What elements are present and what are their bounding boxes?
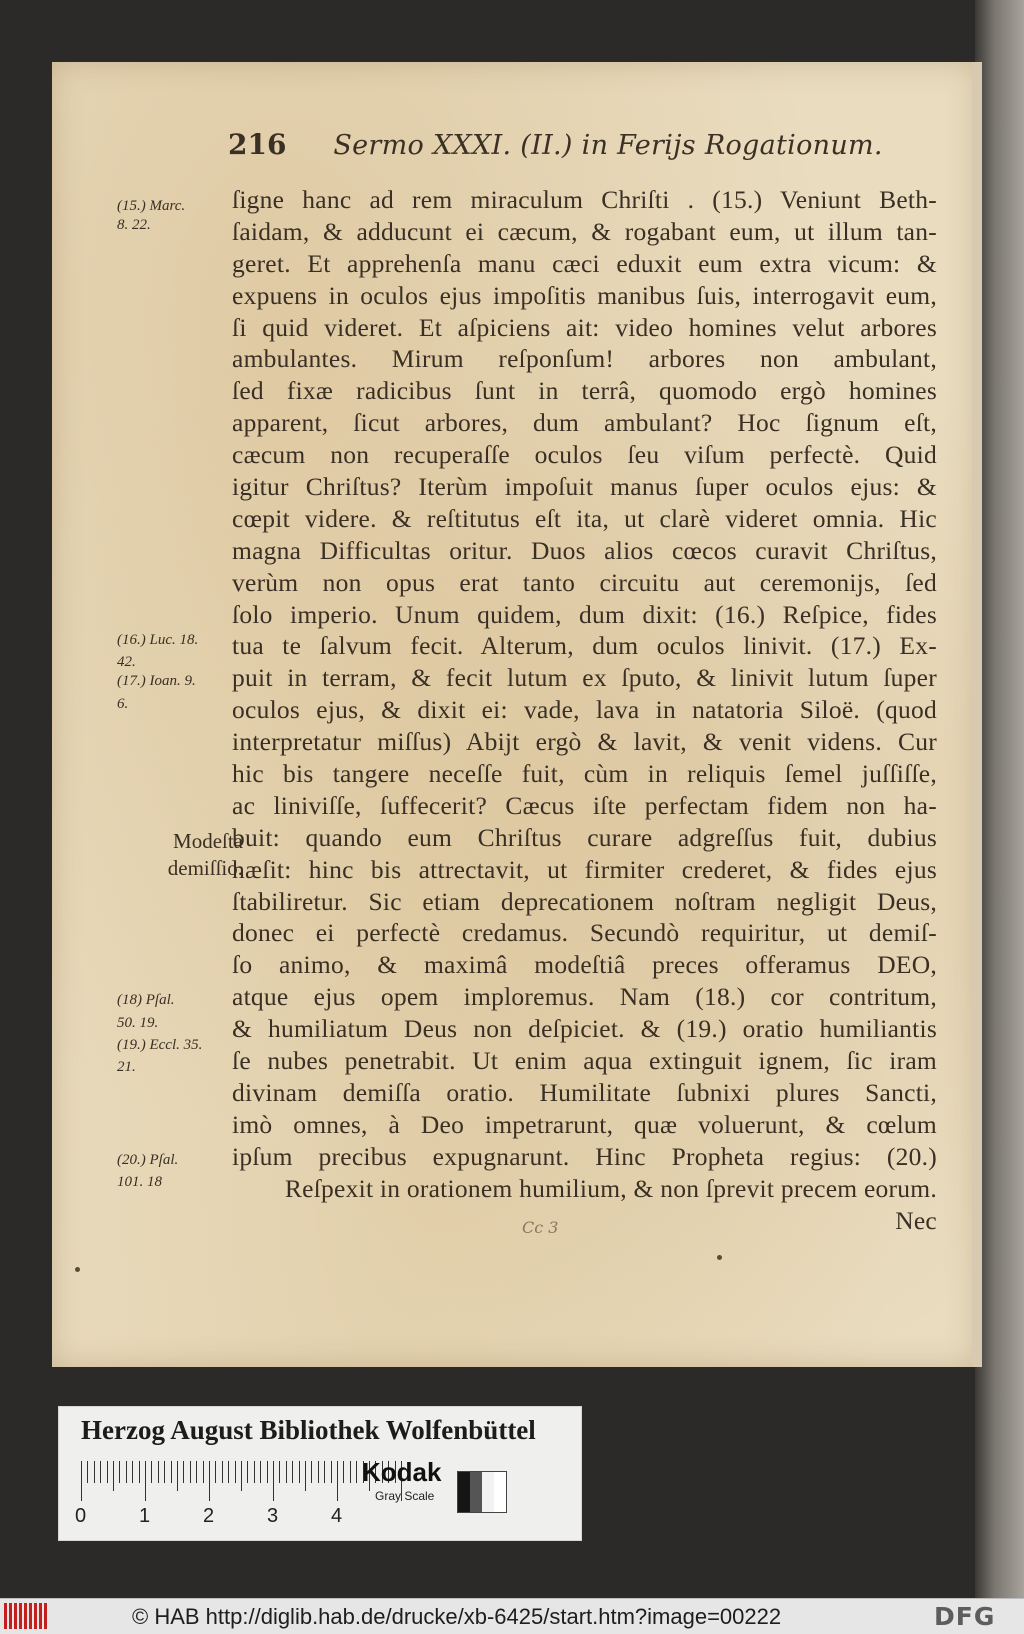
ruler-tick: [292, 1461, 293, 1483]
ruler-tick: [350, 1461, 351, 1483]
text-line: expuens in oculos ejus impoſitis manibus ſuis, interrogavit eum,: [232, 280, 937, 310]
side-heading-line2: demiſſio.: [167, 856, 243, 880]
barcode-bar: [9, 1603, 12, 1629]
ruler-tick: [215, 1461, 216, 1483]
ink-speck: [75, 1267, 80, 1272]
ruler-tick: [337, 1461, 338, 1501]
scale-numbers: [75, 1505, 405, 1529]
margin-note: (16.) Luc. 18.: [117, 631, 199, 648]
ruler-tick: [311, 1461, 312, 1483]
gray-scale-label: Gray Scale: [375, 1489, 435, 1503]
text-line: ſi quid videret. Et aſpiciens ait: video homines velut arbores: [232, 312, 937, 342]
running-head: [228, 128, 883, 172]
kodak-logo: Kodak: [362, 1457, 442, 1487]
scale-number: 2: [203, 1505, 215, 1527]
barcode-icon: [4, 1603, 48, 1629]
running-title: Sermo XXXI. (II.) in Ferijs Rogationum.: [333, 130, 883, 161]
ruler-tick: [145, 1461, 146, 1501]
ruler-tick: [139, 1461, 140, 1483]
ruler-tick: [94, 1461, 95, 1483]
barcode-bar: [29, 1603, 32, 1629]
ruler-tick: [299, 1461, 300, 1483]
scale-number: 1: [139, 1505, 151, 1527]
body-text: [232, 184, 937, 1236]
ruler-tick: [81, 1461, 82, 1501]
ruler-tick: [107, 1461, 108, 1483]
ruler-tick: [331, 1461, 332, 1483]
ruler-tick: [324, 1461, 325, 1483]
scale-ruler: [81, 1461, 399, 1505]
text-line: & humiliatum Deus non deſpiciet. & (19.) oratio humiliantis: [232, 1014, 937, 1044]
ruler-tick: [87, 1461, 88, 1483]
text-line: geret. Et apprehenſa manu cæci eduxit eum extra vicum: &: [232, 248, 937, 278]
text-line: ambulantes. Mirum reſponſum! arbores non ambulant,: [232, 344, 937, 374]
margin-note: 101. 18: [117, 1174, 162, 1191]
text-line: ſolo imperio. Unum quidem, dum dixit: (16.) Reſpice, fides: [232, 599, 937, 629]
text-line: igitur Chriſtus? Iterùm impoſuit manus ſuper oculos ejus: &: [232, 472, 937, 502]
text-line: ſe nubes penetrabit. Ut enim aqua extinguit ignem, ſic iram: [232, 1046, 937, 1076]
text-line: magna Difficultas oritur. Duos alios cœcos curavit Chriſtus,: [232, 535, 937, 565]
ruler-tick: [228, 1461, 229, 1483]
ruler-tick: [305, 1461, 306, 1491]
margin-note: 8. 22.: [117, 217, 151, 234]
text-line: ſigne hanc ad rem miraculum Chriſti . (15.) Veniunt Beth-: [232, 185, 937, 214]
text-line: tua te ſalvum fecit. Alterum, dum oculos linivit. (17.) Ex-: [232, 631, 937, 661]
dfg-logo: DFG: [934, 1602, 996, 1631]
ruler-tick: [183, 1461, 184, 1483]
ruler-tick: [260, 1461, 261, 1483]
barcode-bar: [34, 1603, 37, 1629]
margin-note: 21.: [117, 1059, 136, 1076]
ruler-tick: [247, 1461, 248, 1483]
margin-note: 42.: [117, 654, 136, 671]
text-line: atque ejus opem imploremus. Nam (18.) cor contritum,: [232, 982, 937, 1012]
scale-number: 4: [331, 1505, 343, 1527]
text-line: ſtabiliretur. Sic etiam deprecationem noſtram negligit Deus,: [232, 886, 937, 916]
ruler-tick: [151, 1461, 152, 1483]
footer-bar: [0, 1598, 1024, 1634]
margin-notes: [115, 0, 243, 1300]
side-heading: [133, 828, 243, 882]
ruler-tick: [100, 1461, 101, 1483]
ruler-tick: [273, 1461, 274, 1501]
margin-note: (15.) Marc.: [117, 198, 186, 214]
copyright-link[interactable]: © HAB http://diglib.hab.de/drucke/xb-6425/start.htm?image=00222: [132, 1604, 782, 1629]
text-line: cœpit videre. & reſtitutus eſt ita, ut clarè videret omnia. Hic: [232, 503, 937, 533]
signature-mark: Cc 3: [522, 1218, 559, 1237]
ruler-tick: [158, 1461, 159, 1483]
text-line: apparent, ſicut arbores, dum ambulant? Hoc ſignum eſt,: [232, 408, 937, 438]
page-edge: [972, 62, 982, 1367]
text-line: ac liniviſſe, ſuffecerit? Cæcus iſte perfectam fidem non ha-: [232, 790, 937, 820]
ruler-tick: [113, 1461, 114, 1491]
text-line: donec ei perfectè credamus. Secundò requiritur, ut demiſ-: [232, 918, 937, 948]
text-line: buit: quando eum Chriſtus curare adgreſſus fuit, dubius: [232, 822, 937, 852]
library-name: Herzog August Bibliothek Wolfenbüttel: [81, 1415, 536, 1445]
facing-page-edge: [975, 0, 1024, 1600]
catchword: Nec: [895, 1205, 937, 1235]
ruler-tick: [196, 1461, 197, 1483]
ruler-tick: [235, 1461, 236, 1483]
text-line: cæcum non recuperaſſe oculos ſeu viſum perfectè. Quid: [232, 440, 937, 470]
ruler-tick: [203, 1461, 204, 1483]
text-line: puit in terram, & fecit lutum ex ſputo, & linivit lutum ſuper: [232, 663, 937, 693]
text-line: ſaidam, & adducunt ei cæcum, & rogabant eum, ut illum tan-: [232, 216, 937, 246]
gray-patch: [457, 1471, 507, 1513]
margin-note: (17.) Ioan. 9.: [117, 673, 196, 690]
text-line: ipſum precibus expugnarunt. Hinc Propheta regius: (20.): [232, 1141, 937, 1171]
margin-note: 6.: [117, 695, 129, 712]
ruler-tick: [343, 1461, 344, 1483]
ruler-tick: [132, 1461, 133, 1483]
barcode-bar: [19, 1603, 22, 1629]
text-line: divinam demiſſa oratio. Humilitate ſubnixi plures Sancti,: [232, 1077, 937, 1107]
barcode-bar: [4, 1603, 7, 1629]
margin-note: (19.) Eccl. 35.: [117, 1036, 203, 1053]
margin-note: 50. 19.: [117, 1014, 159, 1031]
color-target-card: [58, 1406, 582, 1541]
barcode-bar: [39, 1603, 42, 1629]
text-line: hæſit: hinc bis attrectavit, ut firmiter crederet, & fides ejus: [232, 854, 937, 884]
ruler-tick: [254, 1461, 255, 1483]
text-line: Reſpexit in orationem humilium, & non ſprevit precem eorum.: [284, 1173, 937, 1203]
text-line: ſo animo, & maximâ modeſtiâ preces offeramus DEO,: [232, 950, 937, 980]
scale-number: 3: [267, 1505, 279, 1527]
text-line: hic bis tangere neceſſe fuit, cùm in reliquis ſemel juſſiſſe,: [232, 759, 937, 789]
ruler-tick: [126, 1461, 127, 1483]
scale-number: 0: [75, 1505, 87, 1527]
ruler-tick: [222, 1461, 223, 1483]
margin-note: (20.) Pſal.: [117, 1151, 179, 1168]
side-heading-line1: Modeſta: [173, 829, 243, 853]
barcode-bar: [44, 1603, 47, 1629]
ink-speck: [717, 1255, 722, 1260]
page-number: 216: [228, 128, 287, 161]
text-line: interpretatur miſſus) Abijt ergò & lavit, & venit videns. Cur: [232, 727, 937, 757]
ruler-tick: [209, 1461, 210, 1501]
ruler-tick: [279, 1461, 280, 1483]
text-line: oculos ejus, & dixit ei: vade, lava in natatoria Siloë. (quod: [232, 695, 937, 725]
ruler-tick: [356, 1461, 357, 1483]
ruler-tick: [171, 1461, 172, 1483]
ruler-tick: [164, 1461, 165, 1483]
text-line: verùm non opus erat tanto circuitu aut ceremonijs, ſed: [232, 567, 937, 597]
ruler-tick: [318, 1461, 319, 1483]
text-line: ſed fixæ radicibus ſunt in terrâ, quomodo ergò homines: [232, 376, 937, 406]
ruler-tick: [267, 1461, 268, 1483]
ruler-tick: [286, 1461, 287, 1483]
ruler-tick: [177, 1461, 178, 1491]
text-line: imò omnes, à Deo impetrarunt, quæ voluerunt, & cœlum: [232, 1109, 937, 1139]
margin-note: (18) Pſal.: [117, 992, 175, 1009]
ruler-tick: [190, 1461, 191, 1483]
ruler-tick: [119, 1461, 120, 1483]
barcode-bar: [14, 1603, 17, 1629]
barcode-bar: [24, 1603, 27, 1629]
ruler-tick: [241, 1461, 242, 1491]
